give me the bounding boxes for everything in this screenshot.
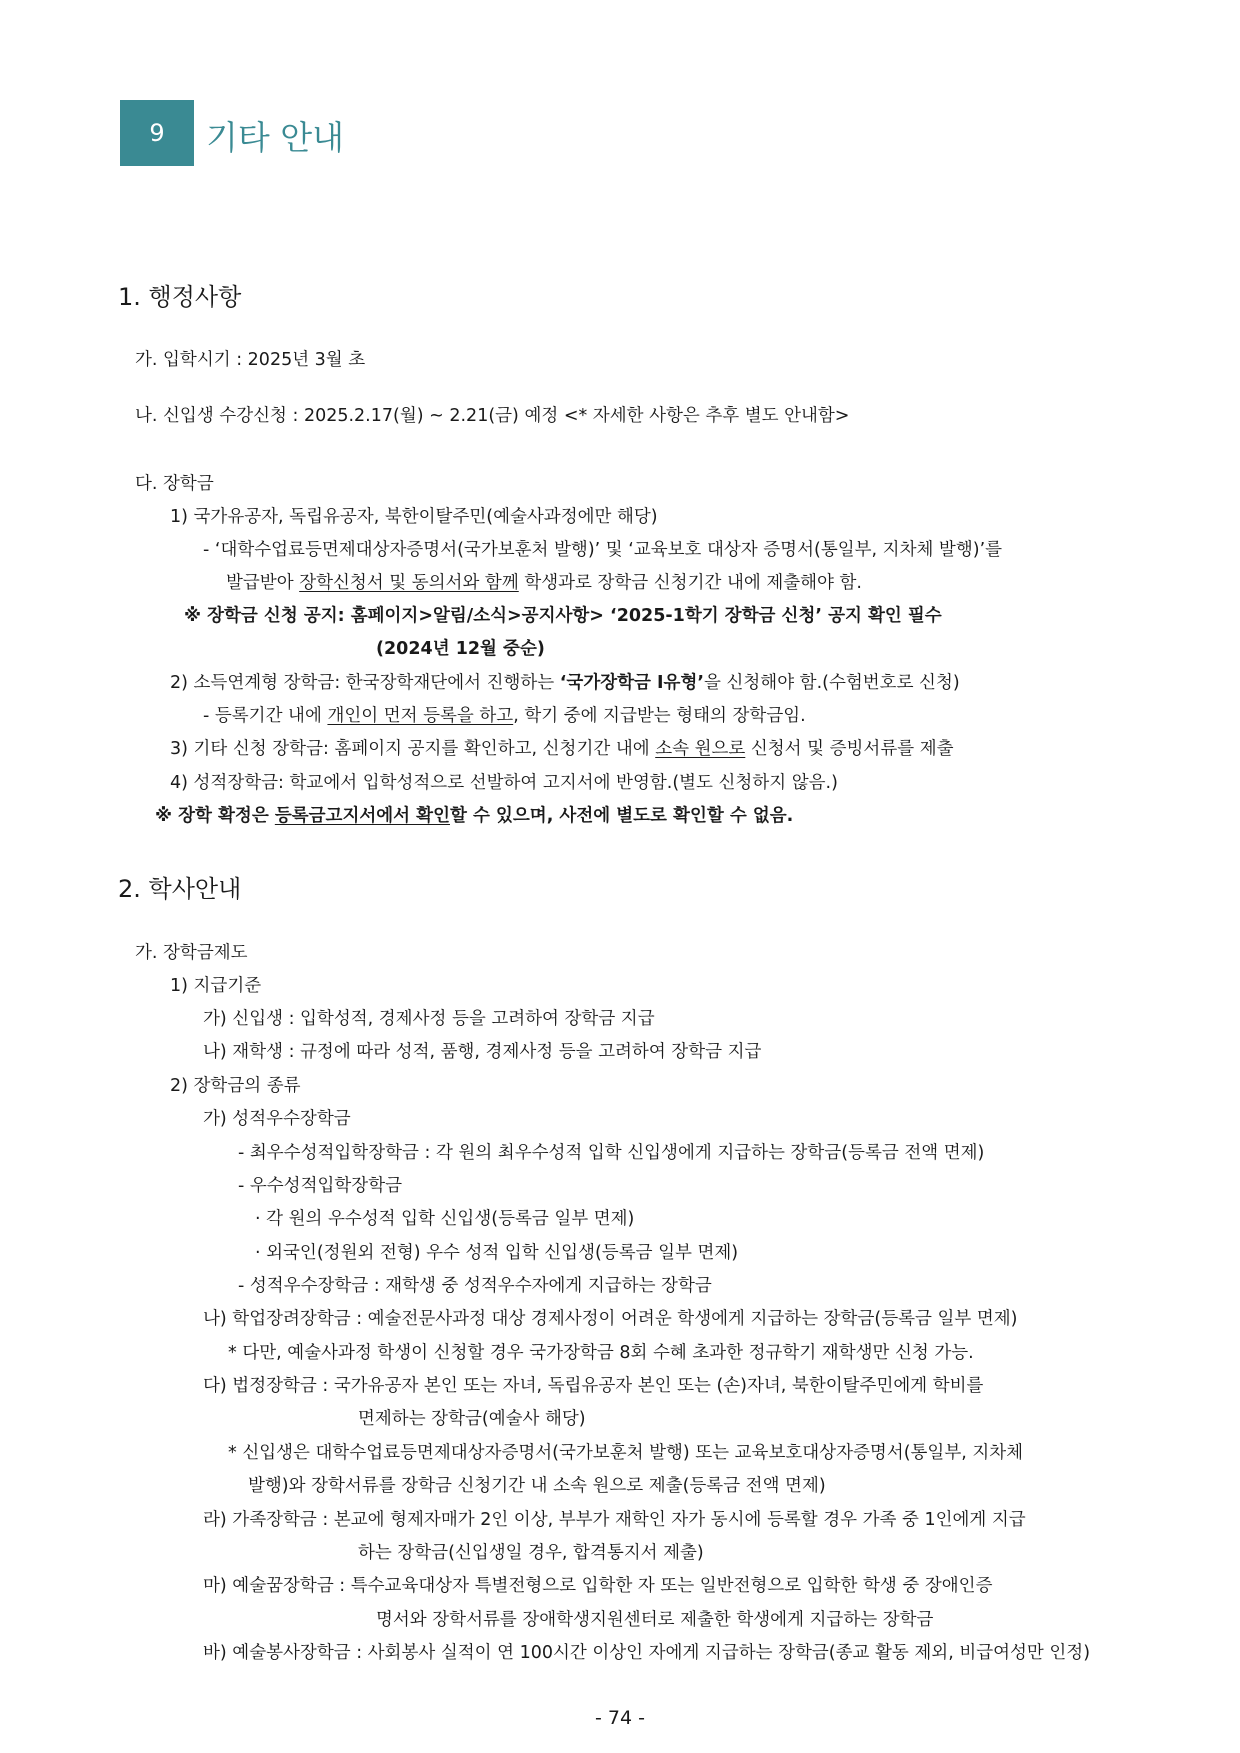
scholarship-heading: 다. 장학금: [135, 474, 214, 494]
underlined-text: 등록금고지서에서 확인: [274, 806, 450, 826]
merit-excellent-a: · 각 원의 우수성적 입학 신입생(등록금 일부 면제): [255, 1209, 635, 1229]
section-title-academic: 2. 학사안내: [118, 875, 242, 903]
underlined-text: 소속 원으로: [655, 739, 746, 759]
merit-excellent: - 우수성적입학장학금: [238, 1176, 403, 1196]
text-segment: 할 수 있으며, 사전에 별도로 확인할 수 없음.: [449, 806, 794, 826]
dream-scholarship-cont: 명서와 장학서류를 장애학생지원센터로 제출한 학생에게 지급하는 장학금: [376, 1610, 934, 1630]
legal-scholarship: 다) 법정장학금 : 국가유공자 본인 또는 자녀, 독립유공자 본인 또는 (손)자녀, 북한이탈주민에게 학비를: [203, 1376, 984, 1396]
merit-top: - 최우수성적입학장학금 : 각 원의 최우수성적 입학 신입생에게 지급하는 장학금(등록금 전액 면제): [238, 1143, 985, 1163]
legal-note: * 신입생은 대학수업료등면제대상자증명서(국가보훈처 발행) 또는 교육보호대상자증명서(통일부, 지차체: [228, 1443, 1024, 1463]
text-segment: - 등록기간 내에: [203, 706, 328, 726]
scholarship-notice-date: (2024년 12월 중순): [376, 639, 545, 659]
text-segment: 3) 기타 신청 장학금: 홈페이지 공지를 확인하고, 신청기간 내에: [170, 739, 656, 759]
text-segment: 2) 소득연계형 장학금: 한국장학재단에서 진행하는: [170, 673, 560, 693]
text-segment: 을 신청해야 함.(수험번호로 신청): [704, 673, 960, 693]
course-registration: 나. 신입생 수강신청 : 2025.2.17(월) ~ 2.21(금) 예정 <* 자세한 사항은 추후 별도 안내함>: [135, 406, 850, 426]
chapter-title: 기타 안내: [206, 118, 345, 157]
encouragement-scholarship: 나) 학업장려장학금 : 예술전문사과정 대상 경제사정이 어려운 학생에게 지급하는 장학금(등록금 일부 면제): [203, 1309, 1018, 1329]
underlined-text: 개인이 먼저 등록을 하고: [327, 706, 514, 726]
text-segment: 신청서 및 증빙서류를 제출: [745, 739, 954, 759]
text-segment: 발급받아: [226, 573, 300, 593]
scholarship-item-3: [170, 737, 954, 761]
scholarship-item-4: 4) 성적장학금: 학교에서 입학성적으로 선발하여 고지서에 반영함.(별도 신청하지 않음.): [170, 773, 838, 793]
criteria-current-students: 나) 재학생 : 규정에 따라 성적, 품행, 경제사정 등을 고려하여 장학금 지급: [203, 1042, 762, 1062]
scholarship-final-notice: [155, 804, 793, 828]
page-number: - 74 -: [595, 1707, 645, 1729]
scholarship-item-1-detail: - ‘대학수업료등면제대상자증명서(국가보훈처 발행)’ 및 ‘교육보호 대상자 증명서(통일부, 지차체 발행)’를: [203, 540, 1003, 560]
admission-period: 가. 입학시기 : 2025년 3월 초: [135, 350, 366, 370]
scholarship-item-1-detail-cont: [226, 571, 862, 595]
legal-note-cont: 발행)와 장학서류를 장학금 신청기간 내 소속 원으로 제출(등록금 전액 면제): [248, 1476, 826, 1496]
scholarship-item-2-detail: [203, 704, 806, 728]
criteria-heading: 1) 지급기준: [170, 976, 262, 996]
types-heading: 2) 장학금의 종류: [170, 1076, 301, 1096]
scholarship-notice: ※ 장학금 신청 공지: 홈페이지>알림/소식>공지사항> ‘2025-1학기 장학금 신청’ 공지 확인 필수: [184, 606, 942, 626]
scholarship-item-2: [170, 671, 960, 695]
underlined-text: 장학신청서 및 동의서와 함께: [299, 573, 519, 593]
criteria-new-students: 가) 신입생 : 입학성적, 경제사정 등을 고려하여 장학금 지급: [203, 1009, 655, 1029]
merit-excellent-b: · 외국인(정원외 전형) 우수 성적 입학 신입생(등록금 일부 면제): [255, 1243, 739, 1263]
dream-scholarship: 마) 예술꿈장학금 : 특수교육대상자 특별전형으로 입학한 자 또는 일반전형으로 입학한 학생 중 장애인증: [203, 1576, 993, 1596]
scholarship-item-1: 1) 국가유공자, 독립유공자, 북한이탈주민(예술사과정에만 해당): [170, 507, 658, 527]
text-segment: 학생과로 장학금 신청기간 내에 제출해야 함.: [518, 573, 862, 593]
service-scholarship: 바) 예술봉사장학금 : 사회봉사 실적이 연 100시간 이상인 자에게 지급하는 장학금(종교 활동 제외, 비급여성만 인정): [203, 1643, 1091, 1663]
text-segment: ※ 장학 확정은: [155, 806, 275, 826]
merit-heading: 가) 성적우수장학금: [203, 1109, 351, 1129]
encouragement-note: * 다만, 예술사과정 학생이 신청할 경우 국가장학금 8회 수혜 초과한 정규학기 재학생만 신청 가능.: [228, 1343, 974, 1363]
text-segment: , 학기 중에 지급받는 형태의 장학금임.: [513, 706, 806, 726]
section-title-administration: 1. 행정사항: [118, 283, 242, 311]
legal-scholarship-cont: 면제하는 장학금(예술사 해당): [358, 1409, 586, 1429]
chapter-number-badge: 9: [120, 100, 194, 166]
scholarship-system-heading: 가. 장학금제도: [135, 943, 248, 963]
bold-text: ‘국가장학금 Ⅰ유형’: [559, 673, 705, 693]
family-scholarship: 라) 가족장학금 : 본교에 형제자매가 2인 이상, 부부가 재학인 자가 동시에 등록할 경우 가족 중 1인에게 지급: [203, 1510, 1026, 1530]
merit-current: - 성적우수장학금 : 재학생 중 성적우수자에게 지급하는 장학금: [238, 1276, 712, 1296]
family-scholarship-cont: 하는 장학금(신입생일 경우, 합격통지서 제출): [358, 1543, 704, 1563]
